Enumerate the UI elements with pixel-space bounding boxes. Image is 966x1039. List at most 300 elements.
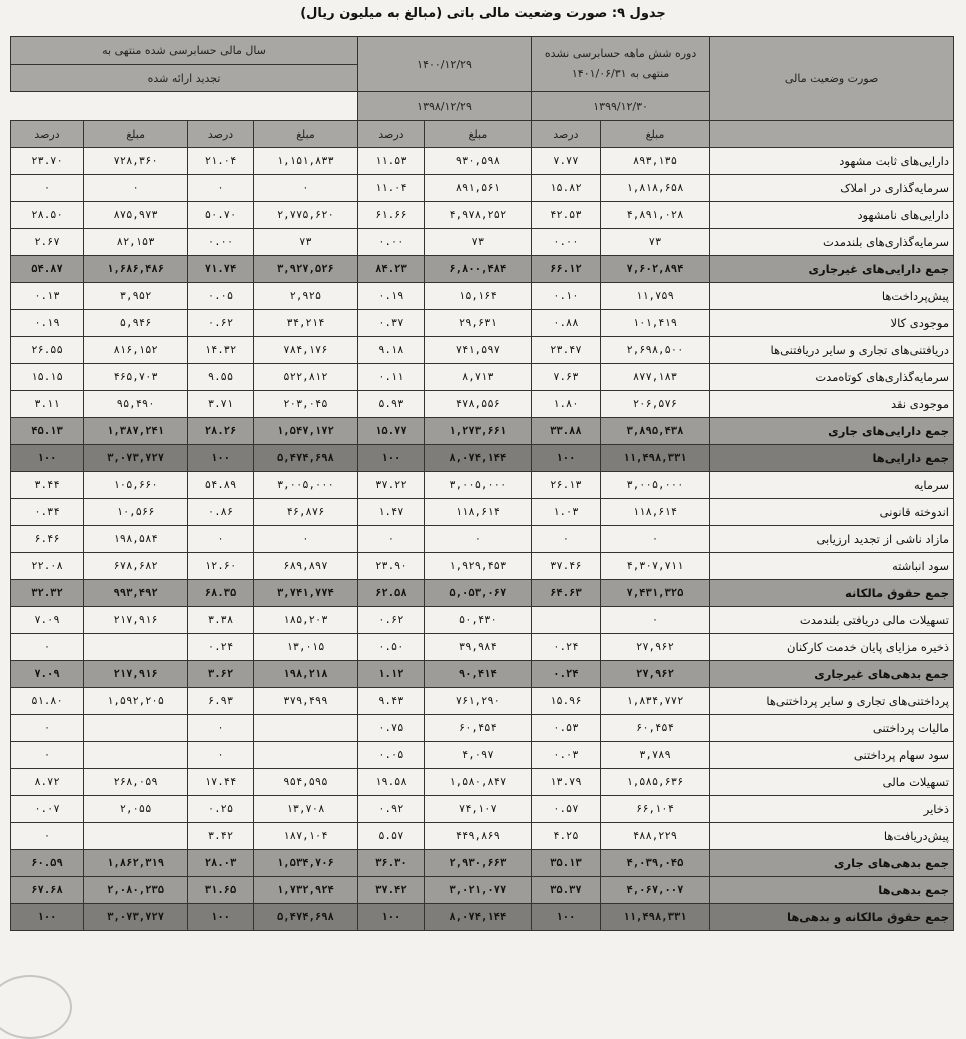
amount-cell: ۲۰۶,۵۷۶: [600, 391, 709, 418]
row-label: اندوخته قانونی: [710, 499, 954, 526]
amount-cell: ۱,۳۸۷,۲۴۱: [84, 418, 188, 445]
table-row: [11, 580, 954, 607]
amount-cell: ۴,۰۶۷,۰۰۷: [600, 877, 709, 904]
header-item-col: صورت وضعیت مالی: [710, 37, 954, 121]
percent-cell: ۱۰۰: [188, 904, 254, 931]
amount-cell: ۱,۵۳۴,۷۰۶: [253, 850, 357, 877]
amount-cell: ۹۹۳,۴۹۲: [84, 580, 188, 607]
row-label: جمع دارایی‌های غیرجاری: [710, 256, 954, 283]
row-label: دارایی‌های نامشهود: [710, 202, 954, 229]
amount-cell: ۱,۵۹۲,۲۰۵: [84, 688, 188, 715]
amount-cell: [84, 715, 188, 742]
amount-cell: ۶۶,۱۰۴: [600, 796, 709, 823]
amount-cell: ۶۸۹,۸۹۷: [253, 553, 357, 580]
percent-cell: ۰.۰۰: [188, 229, 254, 256]
percent-cell: ۱۰۰: [11, 904, 84, 931]
row-label: تسهیلات مالی: [710, 769, 954, 796]
percent-cell: ۵.۹۳: [358, 391, 425, 418]
header-percent: درصد: [532, 121, 601, 148]
percent-cell: ۱۰۰: [11, 445, 84, 472]
table-row: [11, 904, 954, 931]
amount-cell: ۰: [600, 526, 709, 553]
row-label: جمع حقوق مالکانه و بدهی‌ها: [710, 904, 954, 931]
percent-cell: ۶۲.۵۸: [358, 580, 425, 607]
amount-cell: ۵۲۲,۸۱۲: [253, 364, 357, 391]
row-label: جمع حقوق مالکانه: [710, 580, 954, 607]
header-spacer: [710, 121, 954, 148]
amount-cell: ۸۱۶,۱۵۲: [84, 337, 188, 364]
amount-cell: ۵,۴۷۴,۶۹۸: [253, 904, 357, 931]
table-row: [11, 499, 954, 526]
header-period-1: دوره شش ماهه حسابرسی نشده منتهی به ۱۴۰۱/۰۶/۳۱: [532, 37, 710, 92]
table-row: [11, 283, 954, 310]
percent-cell: ۴۵.۱۳: [11, 418, 84, 445]
row-label: پرداختنی‌های تجاری و سایر پرداختنی‌ها: [710, 688, 954, 715]
percent-cell: ۱۰۰: [358, 904, 425, 931]
amount-cell: ۱۰۵,۶۶۰: [84, 472, 188, 499]
percent-cell: ۳.۴۴: [11, 472, 84, 499]
percent-cell: ۱۱.۰۴: [358, 175, 425, 202]
amount-cell: ۴,۹۷۸,۲۵۲: [424, 202, 531, 229]
percent-cell: ۰: [188, 526, 254, 553]
amount-cell: ۵,۰۵۳,۰۶۷: [424, 580, 531, 607]
percent-cell: ۱.۰۳: [532, 499, 601, 526]
percent-cell: ۳.۴۲: [188, 823, 254, 850]
amount-cell: ۷۳: [253, 229, 357, 256]
percent-cell: ۷.۶۳: [532, 364, 601, 391]
percent-cell: ۲۲.۰۸: [11, 553, 84, 580]
amount-cell: ۳,۹۵۲: [84, 283, 188, 310]
amount-cell: [84, 823, 188, 850]
percent-cell: ۳.۶۲: [188, 661, 254, 688]
percent-cell: ۳۷.۴۲: [358, 877, 425, 904]
percent-cell: ۳.۷۱: [188, 391, 254, 418]
header-percent: درصد: [188, 121, 254, 148]
amount-cell: ۳,۹۲۷,۵۲۶: [253, 256, 357, 283]
row-label: موجودی نقد: [710, 391, 954, 418]
amount-cell: ۸۲,۱۵۳: [84, 229, 188, 256]
percent-cell: ۱۳.۷۹: [532, 769, 601, 796]
row-label: مالیات پرداختنی: [710, 715, 954, 742]
table-row: [11, 823, 954, 850]
percent-cell: ۰: [11, 175, 84, 202]
amount-cell: ۳,۰۰۵,۰۰۰: [600, 472, 709, 499]
percent-cell: ۶.۹۳: [188, 688, 254, 715]
percent-cell: ۲۶.۱۳: [532, 472, 601, 499]
row-label: سود سهام پرداختنی: [710, 742, 954, 769]
percent-cell: ۰.۲۴: [188, 634, 254, 661]
amount-cell: ۷۲۸,۳۶۰: [84, 148, 188, 175]
header-period-4: ۱۳۹۸/۱۲/۲۹: [358, 92, 532, 121]
percent-cell: ۰: [188, 742, 254, 769]
amount-cell: ۳,۷۸۹: [600, 742, 709, 769]
percent-cell: ۰.۵۷: [532, 796, 601, 823]
percent-cell: ۴۲.۵۳: [532, 202, 601, 229]
table-row: [11, 661, 954, 688]
percent-cell: ۱۱.۵۳: [358, 148, 425, 175]
amount-cell: ۲۶۸,۰۵۹: [84, 769, 188, 796]
amount-cell: ۳,۰۲۱,۰۷۷: [424, 877, 531, 904]
amount-cell: ۱۵,۱۶۴: [424, 283, 531, 310]
table-row: [11, 229, 954, 256]
row-label: سود انباشته: [710, 553, 954, 580]
percent-cell: ۹.۴۳: [358, 688, 425, 715]
percent-cell: ۰.۲۵: [188, 796, 254, 823]
table-row: [11, 769, 954, 796]
row-label: موجودی کالا: [710, 310, 954, 337]
amount-cell: ۱۱,۴۹۸,۳۳۱: [600, 445, 709, 472]
header-amount: مبلغ: [424, 121, 531, 148]
amount-cell: ۷,۶۰۲,۸۹۴: [600, 256, 709, 283]
table-row: [11, 391, 954, 418]
amount-cell: [253, 742, 357, 769]
stamp-mark: [0, 975, 72, 1039]
percent-cell: [532, 607, 601, 634]
amount-cell: ۵۰,۴۳۰: [424, 607, 531, 634]
percent-cell: ۰.۸۸: [532, 310, 601, 337]
percent-cell: ۲۳.۹۰: [358, 553, 425, 580]
percent-cell: ۱۴.۳۲: [188, 337, 254, 364]
amount-cell: ۱,۶۸۶,۴۸۶: [84, 256, 188, 283]
percent-cell: ۰.۰۰: [358, 229, 425, 256]
amount-cell: ۰: [84, 175, 188, 202]
percent-cell: ۷.۰۹: [11, 607, 84, 634]
percent-cell: ۷۱.۷۴: [188, 256, 254, 283]
amount-cell: ۲,۹۳۰,۶۶۳: [424, 850, 531, 877]
row-label: ذخیره مزایای پایان خدمت کارکنان: [710, 634, 954, 661]
percent-cell: ۱.۱۲: [358, 661, 425, 688]
amount-cell: ۹۵۴,۵۹۵: [253, 769, 357, 796]
percent-cell: ۰: [188, 715, 254, 742]
row-label: جمع بدهی‌ها: [710, 877, 954, 904]
header-percent: درصد: [358, 121, 425, 148]
amount-cell: ۱۱,۴۹۸,۳۳۱: [600, 904, 709, 931]
amount-cell: ۱,۵۸۰,۸۴۷: [424, 769, 531, 796]
amount-cell: ۴۶,۸۷۶: [253, 499, 357, 526]
row-label: ذخایر: [710, 796, 954, 823]
amount-cell: ۸۹۱,۵۶۱: [424, 175, 531, 202]
row-label: سرمایه: [710, 472, 954, 499]
table-row: [11, 418, 954, 445]
percent-cell: ۵۰.۷۰: [188, 202, 254, 229]
amount-cell: ۳,۰۰۵,۰۰۰: [424, 472, 531, 499]
row-label: دریافتنی‌های تجاری و سایر دریافتنی‌ها: [710, 337, 954, 364]
table-row: [11, 607, 954, 634]
percent-cell: ۰.۰۵: [358, 742, 425, 769]
amount-cell: ۸,۰۷۴,۱۴۴: [424, 904, 531, 931]
row-label: پیش‌دریافت‌ها: [710, 823, 954, 850]
percent-cell: ۴.۲۵: [532, 823, 601, 850]
percent-cell: ۳.۱۱: [11, 391, 84, 418]
table-row: [11, 715, 954, 742]
percent-cell: ۰: [358, 526, 425, 553]
percent-cell: ۱۷.۴۴: [188, 769, 254, 796]
row-label: سرمایه‌گذاری‌های بلندمدت: [710, 229, 954, 256]
table-row: [11, 877, 954, 904]
amount-cell: ۶۰,۴۵۴: [600, 715, 709, 742]
amount-cell: ۰: [253, 526, 357, 553]
header-audited-group: سال مالی حسابرسی شده منتهی به: [11, 37, 358, 65]
amount-cell: ۲۷,۹۶۲: [600, 661, 709, 688]
amount-cell: ۴۸۸,۲۲۹: [600, 823, 709, 850]
percent-cell: ۶۷.۶۸: [11, 877, 84, 904]
percent-cell: ۱۲.۶۰: [188, 553, 254, 580]
table-row: [11, 256, 954, 283]
percent-cell: ۳۵.۱۳: [532, 850, 601, 877]
percent-cell: ۰: [11, 742, 84, 769]
percent-cell: ۰.۵۰: [358, 634, 425, 661]
percent-cell: ۱۵.۷۷: [358, 418, 425, 445]
percent-cell: ۰.۱۳: [11, 283, 84, 310]
row-label: جمع بدهی‌های غیرجاری: [710, 661, 954, 688]
amount-cell: ۴۴۹,۸۶۹: [424, 823, 531, 850]
amount-cell: ۱,۵۴۷,۱۷۲: [253, 418, 357, 445]
percent-cell: ۳۲.۳۲: [11, 580, 84, 607]
table-caption: جدول ۹: صورت وضعیت مالی باتی (مبالغ به میلیون ریال): [300, 6, 666, 21]
percent-cell: ۰.۱۹: [11, 310, 84, 337]
row-label: پیش‌پرداخت‌ها: [710, 283, 954, 310]
amount-cell: ۱۹۸,۲۱۸: [253, 661, 357, 688]
amount-cell: ۱۸۷,۱۰۴: [253, 823, 357, 850]
amount-cell: ۳,۰۰۵,۰۰۰: [253, 472, 357, 499]
amount-cell: ۱۰۱,۴۱۹: [600, 310, 709, 337]
amount-cell: ۱۱۸,۶۱۴: [424, 499, 531, 526]
percent-cell: ۲۸.۲۶: [188, 418, 254, 445]
table-row: [11, 364, 954, 391]
amount-cell: ۶,۸۰۰,۴۸۴: [424, 256, 531, 283]
amount-cell: ۷۴,۱۰۷: [424, 796, 531, 823]
amount-cell: ۰: [253, 175, 357, 202]
amount-cell: ۹۵,۴۹۰: [84, 391, 188, 418]
amount-cell: ۸۹۳,۱۳۵: [600, 148, 709, 175]
row-label: سرمایه‌گذاری‌های کوتاه‌مدت: [710, 364, 954, 391]
percent-cell: ۵.۵۷: [358, 823, 425, 850]
amount-cell: ۹۳۰,۵۹۸: [424, 148, 531, 175]
percent-cell: ۱۵.۹۶: [532, 688, 601, 715]
percent-cell: ۱۰۰: [358, 445, 425, 472]
percent-cell: ۰.۱۱: [358, 364, 425, 391]
amount-cell: ۴,۰۳۹,۰۴۵: [600, 850, 709, 877]
amount-cell: ۴,۳۰۷,۷۱۱: [600, 553, 709, 580]
amount-cell: ۴,۰۹۷: [424, 742, 531, 769]
table-row: [11, 472, 954, 499]
percent-cell: ۱۰۰: [532, 904, 601, 931]
percent-cell: ۳۷.۲۲: [358, 472, 425, 499]
percent-cell: ۵۱.۸۰: [11, 688, 84, 715]
percent-cell: ۰.۹۲: [358, 796, 425, 823]
amount-cell: ۲۱۷,۹۱۶: [84, 607, 188, 634]
percent-cell: ۱۹.۵۸: [358, 769, 425, 796]
table-row: [11, 445, 954, 472]
percent-cell: ۰.۲۴: [532, 661, 601, 688]
percent-cell: ۹.۱۸: [358, 337, 425, 364]
percent-cell: ۶.۴۶: [11, 526, 84, 553]
percent-cell: ۲۸.۰۳: [188, 850, 254, 877]
table-row: [11, 796, 954, 823]
amount-cell: ۸,۰۷۴,۱۴۴: [424, 445, 531, 472]
table-row: [11, 175, 954, 202]
amount-cell: ۱۱,۷۵۹: [600, 283, 709, 310]
amount-cell: [84, 634, 188, 661]
amount-cell: ۳,۸۹۵,۴۳۸: [600, 418, 709, 445]
amount-cell: ۱۱۸,۶۱۴: [600, 499, 709, 526]
amount-cell: [84, 742, 188, 769]
amount-cell: ۸۷۵,۹۷۳: [84, 202, 188, 229]
percent-cell: ۰: [532, 526, 601, 553]
amount-cell: ۲۷,۹۶۲: [600, 634, 709, 661]
header-amount: مبلغ: [600, 121, 709, 148]
percent-cell: ۰: [188, 175, 254, 202]
amount-cell: ۷۳: [424, 229, 531, 256]
percent-cell: ۶۶.۱۲: [532, 256, 601, 283]
amount-cell: ۲۱۷,۹۱۶: [84, 661, 188, 688]
percent-cell: ۷.۰۹: [11, 661, 84, 688]
percent-cell: ۲.۶۷: [11, 229, 84, 256]
header-amount: مبلغ: [253, 121, 357, 148]
amount-cell: ۱,۸۶۲,۳۱۹: [84, 850, 188, 877]
amount-cell: ۲,۹۲۵: [253, 283, 357, 310]
percent-cell: ۵۴.۸۹: [188, 472, 254, 499]
amount-cell: ۴۷۸,۵۵۶: [424, 391, 531, 418]
amount-cell: ۷۳: [600, 229, 709, 256]
amount-cell: ۰: [600, 607, 709, 634]
header-percent: درصد: [11, 121, 84, 148]
table-row: [11, 202, 954, 229]
amount-cell: ۱,۸۳۴,۷۷۲: [600, 688, 709, 715]
row-label: جمع دارایی‌های جاری: [710, 418, 954, 445]
amount-cell: ۲,۷۷۵,۶۲۰: [253, 202, 357, 229]
amount-cell: ۴۶۵,۷۰۳: [84, 364, 188, 391]
amount-cell: ۱,۱۵۱,۸۳۳: [253, 148, 357, 175]
percent-cell: ۶۴.۶۳: [532, 580, 601, 607]
amount-cell: ۵,۹۴۶: [84, 310, 188, 337]
amount-cell: ۲,۶۹۸,۵۰۰: [600, 337, 709, 364]
percent-cell: ۳۵.۳۷: [532, 877, 601, 904]
percent-cell: ۰.۰۵: [188, 283, 254, 310]
amount-cell: ۳,۰۷۳,۷۲۷: [84, 904, 188, 931]
percent-cell: ۰: [11, 715, 84, 742]
amount-cell: ۷۸۴,۱۷۶: [253, 337, 357, 364]
amount-cell: ۳,۰۷۳,۷۲۷: [84, 445, 188, 472]
amount-cell: ۲۹,۶۳۱: [424, 310, 531, 337]
amount-cell: ۸,۷۱۳: [424, 364, 531, 391]
percent-cell: ۲۶.۵۵: [11, 337, 84, 364]
percent-cell: ۰: [11, 823, 84, 850]
percent-cell: ۰.۶۲: [188, 310, 254, 337]
row-label: تسهیلات مالی دریافتی بلندمدت: [710, 607, 954, 634]
percent-cell: ۷.۷۷: [532, 148, 601, 175]
percent-cell: ۸۴.۲۳: [358, 256, 425, 283]
amount-cell: ۱,۲۷۳,۶۶۱: [424, 418, 531, 445]
percent-cell: ۸.۷۲: [11, 769, 84, 796]
percent-cell: ۳۳.۸۸: [532, 418, 601, 445]
percent-cell: ۳۷.۴۶: [532, 553, 601, 580]
percent-cell: ۰.۲۴: [532, 634, 601, 661]
percent-cell: ۱۰۰: [532, 445, 601, 472]
percent-cell: ۰: [11, 634, 84, 661]
amount-cell: [253, 715, 357, 742]
percent-cell: ۰.۶۲: [358, 607, 425, 634]
percent-cell: ۰.۰۷: [11, 796, 84, 823]
financial-position-table: [10, 36, 954, 931]
amount-cell: ۷۶۱,۲۹۰: [424, 688, 531, 715]
percent-cell: ۲۸.۵۰: [11, 202, 84, 229]
table-row: [11, 634, 954, 661]
amount-cell: ۱۰,۵۶۶: [84, 499, 188, 526]
amount-cell: ۱۸۵,۲۰۳: [253, 607, 357, 634]
percent-cell: ۶۸.۳۵: [188, 580, 254, 607]
amount-cell: ۷۴۱,۵۹۷: [424, 337, 531, 364]
percent-cell: ۹.۵۵: [188, 364, 254, 391]
amount-cell: ۳۷۹,۴۹۹: [253, 688, 357, 715]
amount-cell: ۱,۹۲۹,۴۵۳: [424, 553, 531, 580]
amount-cell: ۹۰,۴۱۴: [424, 661, 531, 688]
amount-cell: ۱,۸۱۸,۶۵۸: [600, 175, 709, 202]
percent-cell: ۶۰.۵۹: [11, 850, 84, 877]
percent-cell: ۰.۰۳: [532, 742, 601, 769]
percent-cell: ۰.۰۰: [532, 229, 601, 256]
amount-cell: ۰: [424, 526, 531, 553]
amount-cell: ۶۰,۴۵۴: [424, 715, 531, 742]
row-label: مازاد ناشی از تجدید ارزیابی: [710, 526, 954, 553]
percent-cell: ۲۱.۰۴: [188, 148, 254, 175]
table-row: [11, 850, 954, 877]
amount-cell: ۱۹۸,۵۸۴: [84, 526, 188, 553]
percent-cell: ۲۳.۷۰: [11, 148, 84, 175]
percent-cell: ۱.۸۰: [532, 391, 601, 418]
table-body: [11, 148, 954, 931]
table-row: [11, 553, 954, 580]
percent-cell: ۰.۳۷: [358, 310, 425, 337]
amount-cell: ۳۹,۹۸۴: [424, 634, 531, 661]
percent-cell: ۵۴.۸۷: [11, 256, 84, 283]
header-restated: تجدید ارائه شده: [11, 65, 358, 92]
percent-cell: ۰.۳۴: [11, 499, 84, 526]
table-row: [11, 148, 954, 175]
header-period-2: ۱۴۰۰/۱۲/۲۹: [358, 37, 532, 92]
amount-cell: ۲,۰۵۵: [84, 796, 188, 823]
amount-cell: ۱,۵۸۵,۶۳۶: [600, 769, 709, 796]
percent-cell: ۳۱.۶۵: [188, 877, 254, 904]
row-label: جمع دارایی‌ها: [710, 445, 954, 472]
percent-cell: ۱۵.۱۵: [11, 364, 84, 391]
amount-cell: ۱۳,۷۰۸: [253, 796, 357, 823]
percent-cell: ۰.۱۹: [358, 283, 425, 310]
amount-cell: ۳۴,۲۱۴: [253, 310, 357, 337]
percent-cell: ۲۳.۴۷: [532, 337, 601, 364]
percent-cell: ۰.۵۳: [532, 715, 601, 742]
table-row: [11, 688, 954, 715]
header-amount: مبلغ: [84, 121, 188, 148]
amount-cell: ۱,۷۳۲,۹۲۴: [253, 877, 357, 904]
amount-cell: ۲۰۳,۰۴۵: [253, 391, 357, 418]
table-row: [11, 742, 954, 769]
row-label: جمع بدهی‌های جاری: [710, 850, 954, 877]
percent-cell: ۱۵.۸۲: [532, 175, 601, 202]
amount-cell: ۳,۷۴۱,۷۷۴: [253, 580, 357, 607]
percent-cell: ۶۱.۶۶: [358, 202, 425, 229]
percent-cell: ۱۰۰: [188, 445, 254, 472]
percent-cell: ۰.۷۵: [358, 715, 425, 742]
percent-cell: ۰.۸۶: [188, 499, 254, 526]
table-row: [11, 310, 954, 337]
percent-cell: ۳۶.۳۰: [358, 850, 425, 877]
amount-cell: ۱۳,۰۱۵: [253, 634, 357, 661]
header-period-3: ۱۳۹۹/۱۲/۳۰: [532, 92, 710, 121]
amount-cell: ۵,۴۷۴,۶۹۸: [253, 445, 357, 472]
amount-cell: ۶۷۸,۶۸۲: [84, 553, 188, 580]
row-label: سرمایه‌گذاری در املاک: [710, 175, 954, 202]
